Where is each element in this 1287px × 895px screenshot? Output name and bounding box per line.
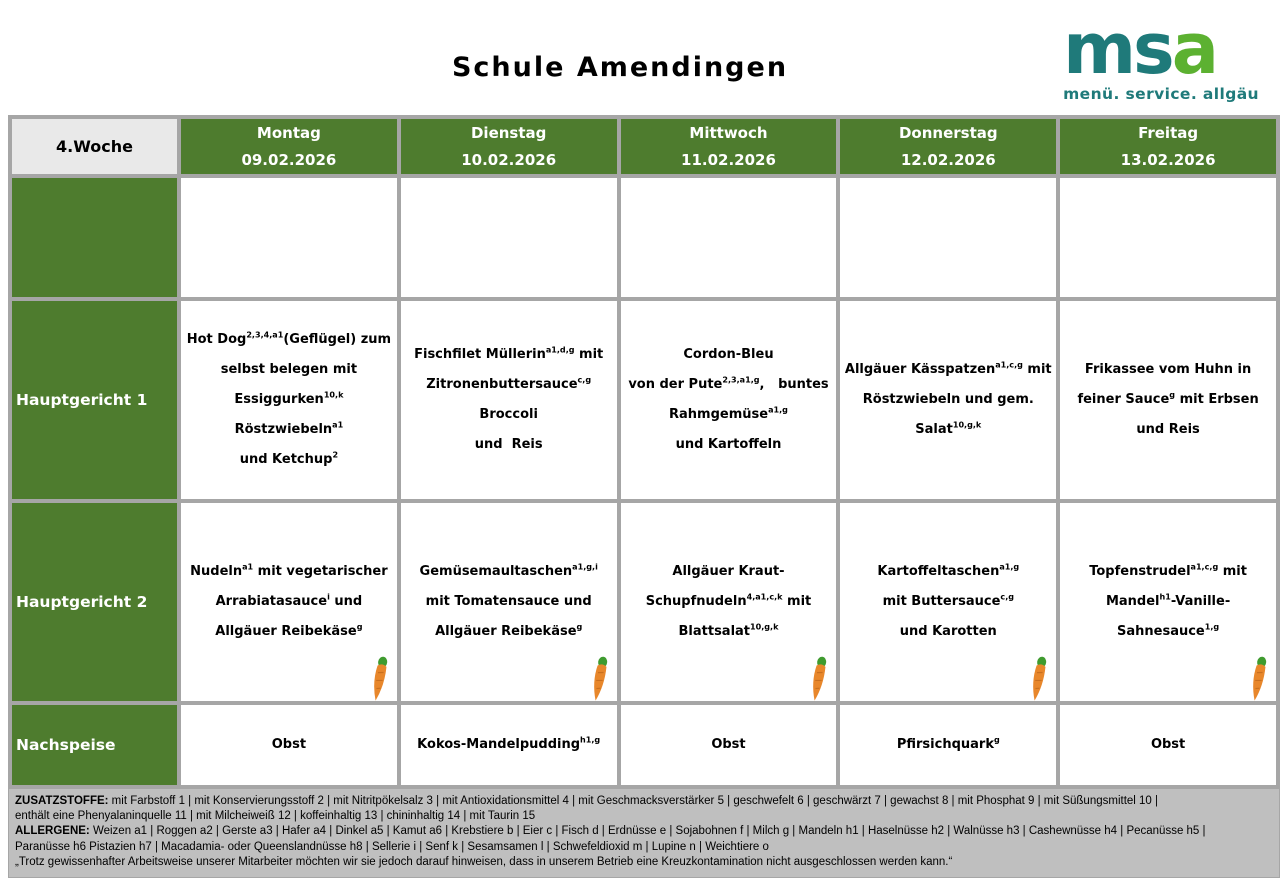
day-date: 11.02.2026 — [681, 150, 776, 169]
day-header-freitag — [1060, 119, 1276, 174]
meal-hg1-montag: Hot Dog$^{2,3,4,a1}$(Geflügel) zum selbst belegen mit Essiggurken$^{10,k}$ Röstzwiebeln$^{a1}$ und Ketchup$^2$ — [181, 301, 397, 499]
dessert-mittwoch: Obst — [621, 705, 837, 785]
row-label-empty — [12, 178, 177, 297]
meal-hg1-freitag: Frikassee vom Huhn in feiner Sauce$^g$ mit Erbsen und Reis — [1060, 301, 1276, 499]
day-header-montag — [181, 119, 397, 174]
msa-logo-subtitle: menü. service. allgäu — [1063, 84, 1259, 103]
day-date: 09.02.2026 — [241, 150, 337, 169]
additives-line-1: ZUSATZSTOFFE: mit Farbstoff 1 | mit Konservierungsstoff 2 | mit Nitritpökelsalz 3 | mit Antioxidationsmittel 4 | mit Geschmacksverstärker 5 | geschwefelt 6 | geschwärzt 7 | gewachst 8 | mit Phosphat 9 | mit Süßungsmittel 10 | — [15, 795, 1159, 807]
meal-hg1-donnerstag: Allgäuer Kässpatzen$^{a1,c,g}$ mit Röstzwiebeln und gem. Salat$^{10,g,k}$ — [840, 301, 1056, 499]
weekly-menu-table — [8, 115, 1280, 789]
cross-contamination-disclaimer: „Trotz gewissenhafter Arbeitsweise unserer Mitarbeiter möchten wir sie jedoch darauf hinweisen, dass in unserem Betrieb eine Kreuzkontamination nicht ausgeschlossen werden kann.“ — [15, 855, 953, 868]
meal-hg1-dienstag: Fischfilet Müllerin$^{a1,d,g}$ mit Zitronenbuttersauce$^{c,g}$ Broccoli und Reis — [401, 301, 617, 499]
empty-cell-mittwoch — [621, 178, 837, 297]
row-label-hauptgericht-2: Hauptgericht 2 — [12, 503, 177, 701]
meal-hg2-freitag: Topfenstrudel$^{a1,c,g}$ mit Mandel$^{h1}$-Vanille- Sahnesauce$^{1,g}$ — [1060, 503, 1276, 701]
empty-cell-freitag — [1060, 178, 1276, 297]
empty-cell-dienstag — [401, 178, 617, 297]
page-title: Schule Amendingen — [451, 52, 789, 83]
day-date: 13.02.2026 — [1120, 150, 1216, 169]
day-header-mittwoch — [621, 119, 837, 174]
day-date: 10.02.2026 — [461, 150, 557, 169]
additives-allergens-footer — [8, 788, 1280, 878]
day-name: Mittwoch — [689, 124, 768, 143]
msa-logo — [1063, 8, 1259, 103]
allergens-line-2: Paranüsse h6 Pistazien h7 | Macadamia- oder Queenslandnüsse h8 | Sellerie i | Senf k | Sesamsamen l | Schwefeldioxid m | Lupine n | Weichtiere o — [15, 840, 769, 853]
day-name: Dienstag — [470, 124, 547, 143]
empty-cell-montag — [181, 178, 397, 297]
row-label-hauptgericht-1: Hauptgericht 1 — [12, 301, 177, 499]
allergens-line-1: ALLERGENE: Weizen a1 | Roggen a2 | Gerste a3 | Hafer a4 | Dinkel a5 | Kamut a6 | Krebstiere b | Eier c | Fisch d | Erdnüsse e | Sojabohnen f | Milch g | Mandeln h1 | Haselnüsse h2 | Walnüsse h3 | Cashewnüsse h4 | Pecanüsse h5 | — [15, 825, 1206, 838]
carrot-icon — [1027, 655, 1051, 703]
dessert-dienstag: Kokos-Mandelpudding$^{h1,g}$ — [401, 705, 617, 785]
dessert-donnerstag: Pfirsichquark$^g$ — [840, 705, 1056, 785]
dessert-freitag: Obst — [1060, 705, 1276, 785]
meal-hg2-donnerstag: Kartoffeltaschen$^{a1,g}$ mit Buttersauce$^{c,g}$ und Karotten — [840, 503, 1056, 701]
day-name: Donnerstag — [898, 124, 998, 143]
meal-hg2-montag: Nudeln$^{a1}$ mit vegetarischer Arrabiatasauce$^i$ und Allgäuer Reibekäse$^g$ — [181, 503, 397, 701]
day-date: 12.02.2026 — [900, 150, 996, 169]
carrot-icon — [1247, 655, 1271, 703]
carrot-icon — [588, 655, 612, 703]
carrot-icon — [368, 655, 392, 703]
meal-hg2-dienstag: Gemüsemaultaschen$^{a1,g,i}$ mit Tomatensauce und Allgäuer Reibekäse$^g$ — [401, 503, 617, 701]
meal-hg1-mittwoch: Cordon-Bleu von der Pute$^{2,3,a1,g}$, buntes Rahmgemüse$^{a1,g}$ und Kartoffeln — [621, 301, 837, 499]
week-label-cell: 4.Woche — [12, 119, 177, 174]
meal-hg2-mittwoch: Allgäuer Kraut- Schupfnudeln$^{4,a1,c,k}$ mit Blattsalat$^{10,g,k}$ — [621, 503, 837, 701]
row-label-nachspeise: Nachspeise — [12, 705, 177, 785]
day-name: Montag — [256, 124, 321, 143]
empty-cell-donnerstag — [840, 178, 1056, 297]
additives-line-2: enthält eine Phenyalaninquelle 11 | mit Milcheiweiß 12 | koffeinhaltig 13 | chininhaltig 14 | mit Taurin 15 — [15, 810, 536, 823]
day-header-dienstag — [401, 119, 617, 174]
day-name: Freitag — [1138, 124, 1199, 143]
carrot-icon — [807, 655, 831, 703]
dessert-montag: Obst — [181, 705, 397, 785]
msa-logo-wordmark: msa — [1063, 8, 1216, 90]
day-header-donnerstag — [840, 119, 1056, 174]
